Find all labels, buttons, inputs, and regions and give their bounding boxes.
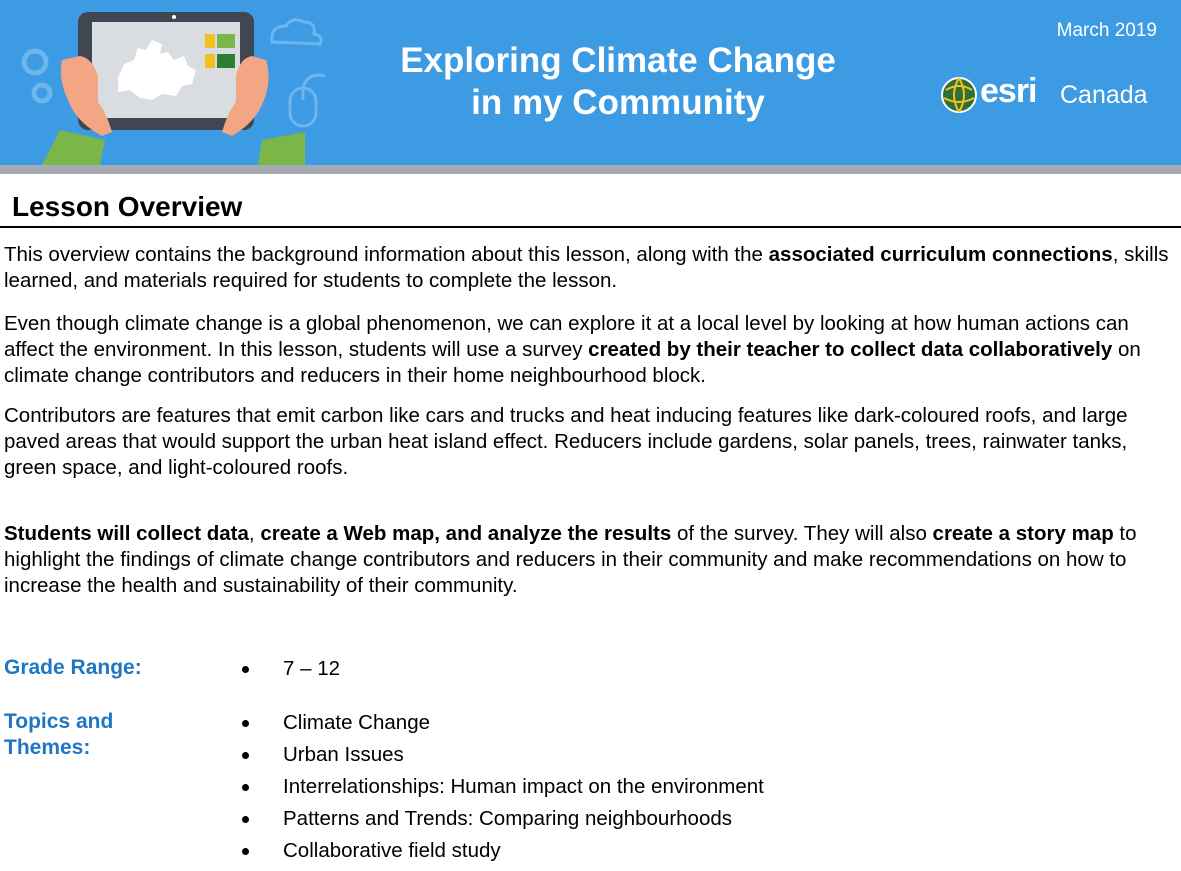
text-run: , skills learned, and materials required for students to complete the lesson. — [4, 243, 1169, 292]
logo-region: Canada — [1060, 81, 1148, 109]
logo-brand: esri — [980, 72, 1037, 110]
bold-run: associated curriculum connections — [768, 243, 1113, 266]
list-item — [240, 838, 764, 870]
overview-paragraph-2 — [4, 311, 1174, 389]
bullet-icon — [242, 848, 249, 855]
label-line-1: Topics and — [4, 710, 114, 733]
globe-icon — [940, 76, 978, 114]
bullet-icon — [242, 784, 249, 791]
bold-run: create a Web map, and analyze the results — [260, 522, 672, 545]
banner-divider — [0, 165, 1181, 174]
overview-paragraph-1 — [4, 242, 1174, 294]
overview-paragraph-3 — [4, 403, 1174, 481]
title-line-2: in my Community — [471, 83, 765, 122]
title-line-1: Exploring Climate Change — [400, 41, 836, 80]
overview-paragraph-4 — [4, 521, 1174, 599]
cloud-icon — [272, 20, 321, 44]
list-item-text: 7 – 12 — [283, 657, 340, 680]
heading-underline — [0, 226, 1181, 228]
topics-themes-list — [240, 710, 764, 870]
text-run: , — [248, 522, 261, 545]
list-item — [240, 774, 764, 806]
label-line-2: Themes: — [4, 736, 91, 759]
bullet-icon — [242, 816, 249, 823]
tablet-illustration — [0, 0, 340, 165]
list-item-text: Patterns and Trends: Comparing neighbourhoods — [283, 807, 733, 830]
grade-range-list — [240, 656, 340, 688]
text-run: on climate change contributors and reducers in their home neighbourhood block. — [4, 338, 1141, 387]
topics-themes-label — [4, 709, 204, 761]
document-title — [360, 40, 876, 124]
text-run: This overview contains the background information about this lesson, along with the — [4, 243, 769, 266]
header-banner — [0, 0, 1181, 165]
list-item-text: Urban Issues — [283, 743, 404, 766]
list-item — [240, 710, 764, 742]
grade-range-label: Grade Range: — [4, 656, 142, 679]
section-heading: Lesson Overview — [12, 191, 243, 222]
bold-run: create a story map — [932, 522, 1114, 545]
document-date: March 2019 — [1056, 20, 1157, 41]
list-item-text: Collaborative field study — [283, 839, 501, 862]
bullet-icon — [242, 752, 249, 759]
bold-run: created by their teacher to collect data collaboratively — [588, 338, 1113, 361]
mouse-icon — [290, 75, 325, 126]
text-run: to highlight the findings of climate change contributors and reducers in their community and make recommendations on how to increase the health and sustainability of their community. — [4, 522, 1137, 597]
list-item — [240, 806, 764, 838]
gear-icon — [24, 51, 50, 101]
bold-run: Students will collect data — [4, 522, 249, 545]
text-run: Even though climate change is a global phenomenon, we can explore it at a local level by looking at how human actions can affect the environment. In this lesson, students will use a survey — [4, 312, 1129, 361]
text-run: of the survey. They will also — [671, 522, 933, 545]
bullet-icon — [242, 666, 249, 673]
list-item-text: Interrelationships: Human impact on the environment — [283, 775, 764, 798]
list-item — [240, 656, 340, 688]
list-item-text: Climate Change — [283, 711, 430, 734]
text-run: Contributors are features that emit carbon like cars and trucks and heat inducing features like dark-coloured roofs, and large paved areas that would support the urban heat island effect. Reducers include gardens, solar panels, trees, rainwater tanks, green space, and light-coloured roofs. — [4, 404, 1128, 479]
bullet-icon — [242, 720, 249, 727]
list-item — [240, 742, 764, 774]
esri-canada-logo — [940, 72, 1170, 116]
